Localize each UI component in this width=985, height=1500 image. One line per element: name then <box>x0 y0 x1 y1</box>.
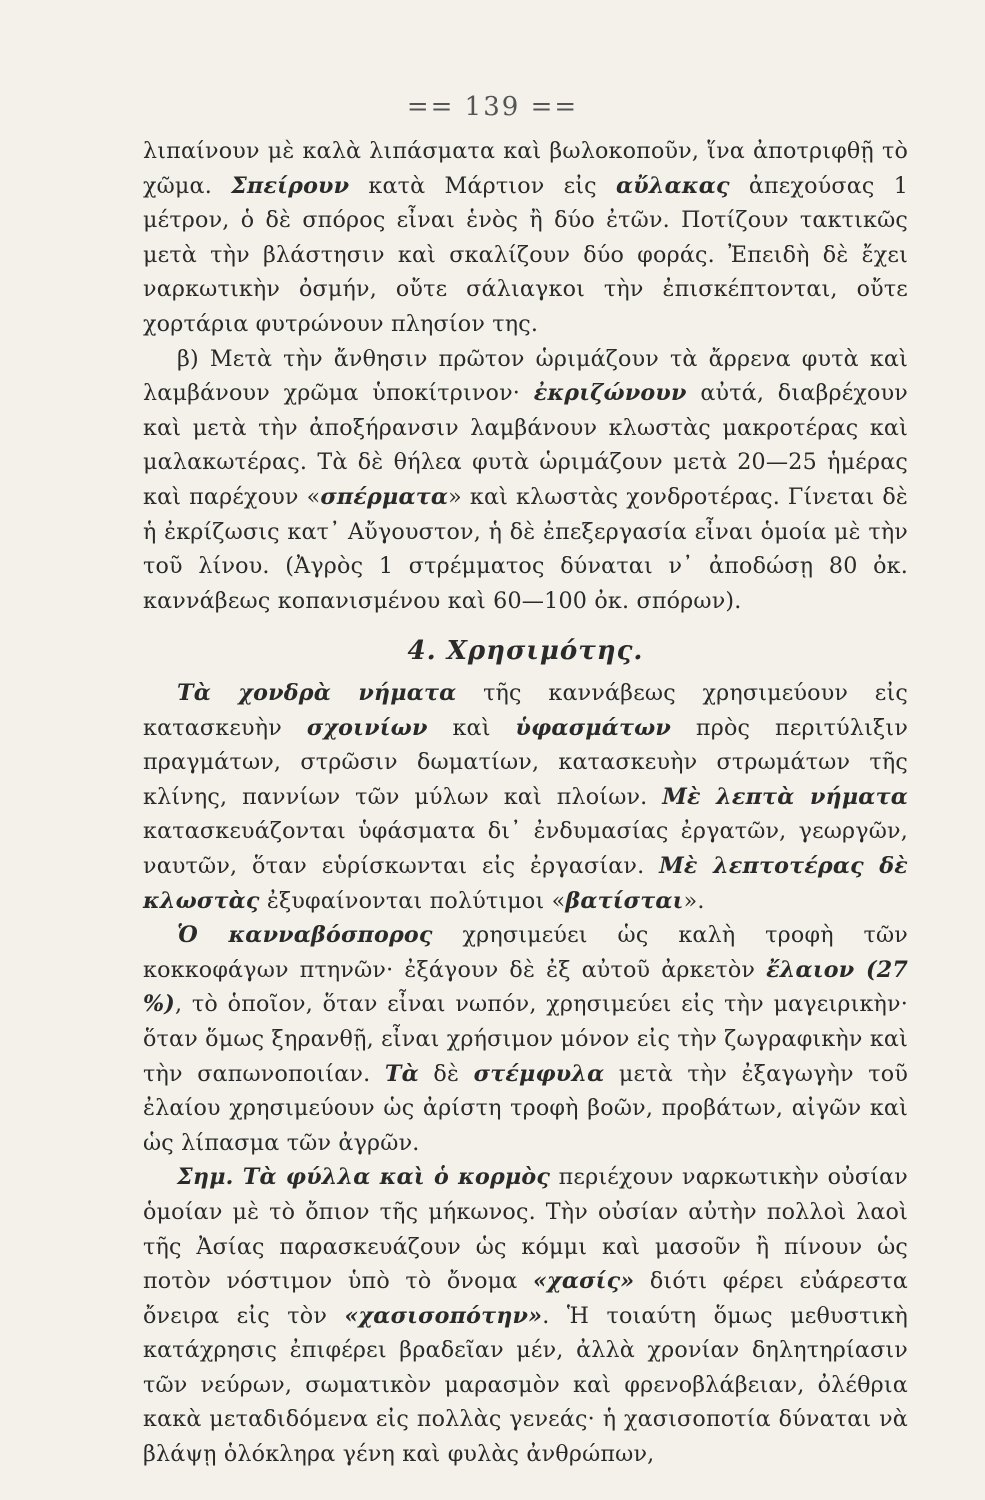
text-run: β) Μετὰ τὴν ἄνθησιν πρῶτον ὡριμάζουν τὰ ἄρρενα φυτὰ καὶ λαμβάνουν χρῶμα ὑποκίτρινον· <box>143 345 908 407</box>
paragraph-harvest <box>143 342 908 619</box>
keyword-seeds: σπέρματα <box>320 483 449 510</box>
text-run: ἀπεχούσας 1 μέτρον, ὁ δὲ σπόρος εἶναι ἑνὸς ἢ δύο ἐτῶν. Ποτίζουν τακτικῶς μετὰ τὴν βλάστησιν καὶ σκαλίζουν δύο φοράς. Ἐπειδὴ δὲ ἔχει ναρκωτικὴν ὀσμήν, οὔτε σάλιαγκοι τὴν ἐπισκέπτονται, οὔτε χορτάρια φυτρώνουν πλησίον της. <box>143 172 909 337</box>
keyword-hashish: «χασίς» <box>532 1268 635 1295</box>
text-run: κατασκευάζονται ὑφάσματα δι᾽ ἐνδυμασίας ἐργατῶν, γεωργῶν, ναυτῶν, ὅταν εὑρίσκωνται εἰς ἐργασίαν. <box>143 818 908 879</box>
paragraph-note <box>143 1160 908 1471</box>
keyword-batiste: βατίσται <box>565 887 684 914</box>
text-run: καὶ <box>427 714 516 741</box>
paragraph-sowing <box>143 134 908 342</box>
text-run: πρὸς περιτύλιξιν πραγμάτων, στρῶσιν δωματίων, κατασκευὴν στρωμάτων τῆς κλίνης, παννίων τῶν μύλων καὶ πλοίων. <box>143 714 909 810</box>
text-run: διότι φέρει εὐάρεστα ὄνειρα εἰς τὸν <box>143 1268 908 1329</box>
text-run: τῆς καννάβεως χρησιμεύουν εἰς κατασκευὴν <box>143 680 908 741</box>
section-heading: 4. Χρησιμότης. <box>407 636 644 666</box>
text-run: κατὰ Μάρτιον εἰς <box>349 172 616 199</box>
text-run: δὲ <box>418 1060 474 1087</box>
text-run: ἐξυφαίνονται πολύτιμοι « <box>259 887 566 914</box>
text-run: λιπαίνουν μὲ καλὰ λιπάσματα καὶ βωλοκοποῦν, ἵνα ἀποτριφθῇ τὸ χῶμα. <box>143 138 908 199</box>
keyword-fabrics: ὑφασμάτων <box>515 714 672 741</box>
text-run: ». <box>683 887 705 914</box>
text-run: χρησιμεύει ὡς καλὴ τροφὴ τῶν κοκκοφάγων πτηνῶν· ἐξάγουν δὲ ἐξ αὐτοῦ ἀρκετὸν <box>143 922 908 983</box>
keyword-fine-threads: Μὲ λεπτὰ νήματα <box>662 783 908 810</box>
keyword-the: Τὰ <box>384 1060 419 1087</box>
paragraph-threads <box>143 676 908 918</box>
text-run: μετὰ τὴν ἐξαγωγὴν τοῦ ἐλαίου χρησιμεύουν ὡς ἀρίστη τροφὴ βοῶν, προβάτων, αἰγῶν καὶ ὡς λίπασμα τῶν ἀγρῶν. <box>143 1060 909 1156</box>
keyword-note-leaves: Σημ. Τὰ φύλλα καὶ ὁ κορμὸς <box>177 1164 551 1191</box>
paragraph-hempseed <box>143 918 908 1160</box>
text-run: αὐτά, διαβρέχουν καὶ μετὰ τὴν ἀποξήρανσιν λαμβάνουν κλωστὰς μακροτέρας καὶ μαλακωτέρας. Τὰ δὲ θήλεα φυτὰ ὡριμάζουν μετὰ 20—25 ἡμέρας καὶ παρέχουν « <box>143 380 908 510</box>
keyword-finer-threads: Μὲ λεπτοτέρας δὲ κλωστὰς <box>143 852 908 914</box>
keyword-sow: Σπείρουν <box>231 172 350 199</box>
keyword-ropes: σχοινίων <box>306 714 428 741</box>
keyword-hempseed: Ὁ κανναβόσπορος <box>177 922 433 949</box>
text-run: » καὶ κλωστὰς χονδροτέρας. Γίνεται δὲ ἡ ἐκρίζωσις κατ᾽ Αὔγουστον, ἡ δὲ ἐπεξεργασία εἶναι ὁμοία μὲ τὴν τοῦ λίνου. (Ἀγρὸς 1 στρέμματος δύναται ν᾽ ἀποδώσῃ 80 ὀκ. καννάβεως κοπανισμένου καὶ 60—100 ὀκ. σπόρων). <box>143 483 908 614</box>
keyword-furrows: αὔλακας <box>615 172 730 199</box>
text-run: περιέχουν ναρκωτικὴν οὐσίαν ὁμοίαν μὲ τὸ ὄπιον τῆς μήκωνος. Τὴν οὐσίαν αὐτὴν πολλοὶ λαοὶ τῆς Ἀσίας παρασκευάζουν ὡς κόμμι καὶ μασοῦν ἢ πίνουν ὡς ποτὸν νόστιμον ὑπὸ τὸ ὄνομα <box>143 1164 908 1295</box>
keyword-hashish-drinker: «χασισοπότην» <box>344 1302 543 1329</box>
text-run: . Ἡ τοιαύτη ὅμως μεθυστικὴ κατάχρησις ἐπιφέρει βραδεῖαν μέν, ἀλλὰ χρονίαν δηλητηρίασιν τῶν νεύρων, σωματικὸν μαρασμὸν καὶ φρενοβλάβειαν, ὀλέθρια κακὰ μεταδιδόμενα εἰς πολλὰς γενεάς· ἡ χασισοποτία δύναται νὰ βλάψῃ ὁλόκληρα γένη καὶ φυλὰς ἀνθρώπων, <box>143 1302 908 1468</box>
text-run: , τὸ ὁποῖον, ὅταν εἶναι νωπόν, χρησιμεύει εἰς τὴν μαγειρικὴν· ὅταν ὅμως ξηρανθῇ, εἶναι χρήσιμον μόνον εἰς τὴν ζωγραφικὴν καὶ τὴν σαπωνοποιίαν. <box>143 991 908 1087</box>
keyword-uproot: ἐκριζώνουν <box>533 380 687 407</box>
section-cultivation <box>143 134 908 618</box>
keyword-oilcake: στέμφυλα <box>473 1060 605 1087</box>
page-number: == 139 == <box>406 92 579 122</box>
section-usefulness <box>143 676 908 1472</box>
keyword-oil: ἔλαιον (27 %) <box>143 956 908 1018</box>
keyword-coarse-threads: Τὰ χονδρὰ νήματα <box>177 680 457 706</box>
